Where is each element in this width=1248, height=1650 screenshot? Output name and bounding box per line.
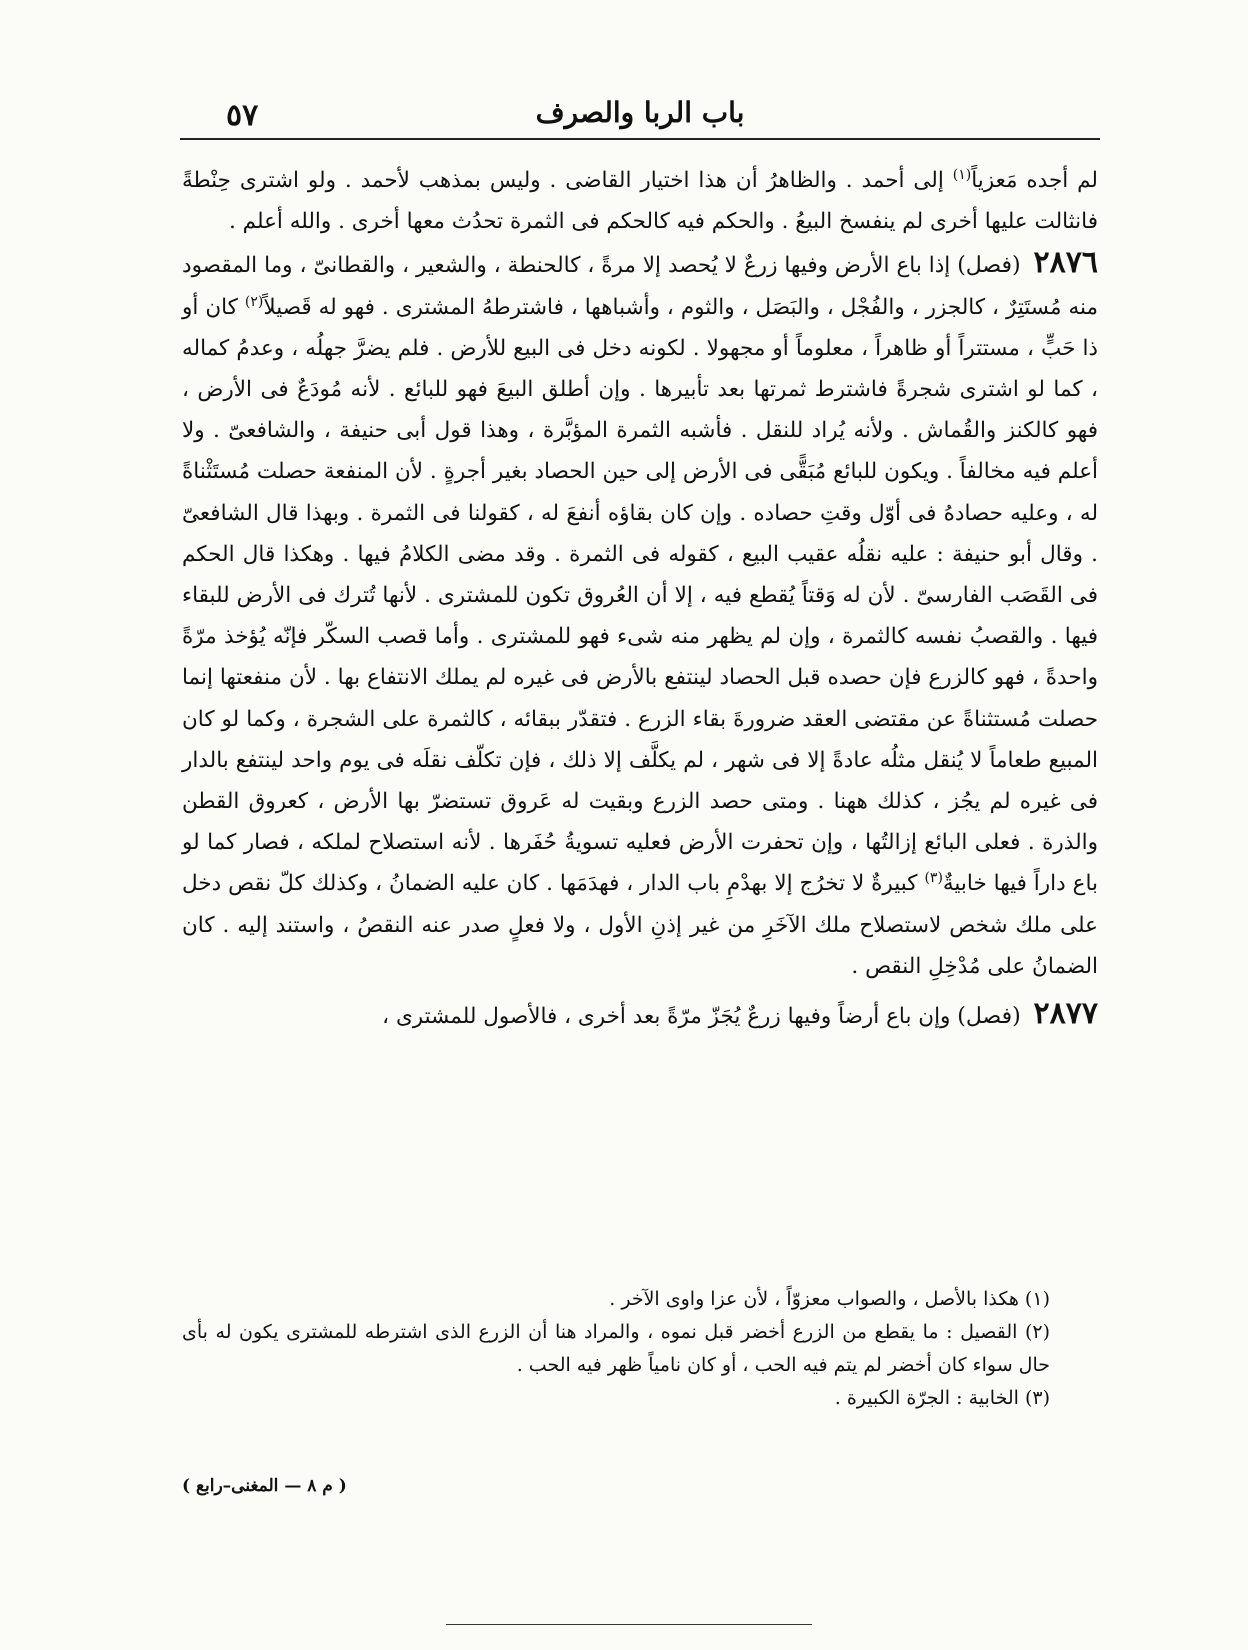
- section-number-2876: ٢٨٧٦: [1033, 245, 1098, 281]
- intro-text-b: إلى أحمد . والظاهرُ أن هذا اختيار القاضى . وليس بمذهب لأحمد . ولو اشترى حِنْطةً فانثالت عليها أخرى لم ينفسخ البيعُ . والحكم فيه كالحكم فى الثمرة تحدُث معها أخرى . والله أعلم .: [182, 168, 1098, 235]
- footnote-ref-3: (٣): [924, 870, 943, 887]
- footnote-ref-2: (٢): [244, 293, 264, 310]
- bottom-rule: [446, 1624, 812, 1625]
- intro-text-a: لم أجده مَعزياً: [971, 168, 1098, 193]
- section-2876-text-c: كبيرةٌ لا تخرُج إلا بهدْمِ باب الدار ، فهدَمَها . كان عليه الضمانُ ، وكذلك كلّ نقص دخل على ملك شخص لاستصلاح ملك الآخَرِ من غير إذنِ الأول ، ولا فعلٍ صدر عنه النقصُ ، واستند إليه . كان الضمانُ على مُدْخِلِ النقص .: [182, 871, 1098, 979]
- section-2876-paragraph: [182, 242, 1098, 987]
- intro-paragraph: [182, 160, 1098, 242]
- section-label-2877: (فصل): [957, 1004, 1021, 1030]
- footnote-1: (١) هكذا بالأصل ، والصواب معزوّاً ، لأن عزا واوى الآخر .: [609, 1288, 1050, 1310]
- footnote-3: (٣) الخابية : الجرّة الكبيرة .: [834, 1387, 1050, 1409]
- section-2876-text-b: كان أو ذا حَبٍّ ، مستتراً أو ظاهراً ، معلوماً أو مجهولا . لكونه دخل فى البيع للأرض . فلم يضرَّ جهلُه ، وعدمُ كماله ، كما لو اشترى شجرةً فاشترط ثمرتها بعد تأبيرها . وإن أطلق البيعَ فهو للبائع . لأنه مُودَعٌ فى الأرض ، فهو كالكنز والقُماش . ولأنه يُراد للنقل . فأشبه الثمرة المؤبَّرة ، وهذا قول أبى حنيفة ، والشافعىّ . ولا أعلم فيه مخالفاً . ويكون للبائع مُبَقًّى فى الأرض إلى حين الحصاد بغير أجرةٍ . لأن المنفعة حصلت مُستَثْناةً له ، وعليه حصادهُ فى أوّل وقتِ حصاده . وإن كان بقاؤه أنفعَ له ، كقولنا فى الثمرة . وبهذا قال الشافعىّ . وقال أبو حنيفة : عليه نقلُه عقيب البيع ، كقوله فى الثمرة . وقد مضى الكلامُ فيها . وهكذا قال الحكم فى القَصَب الفارسىّ . لأن له وَقتاً يُقطع فيه ، إلا أن العُروق تكون للمشترى . لأنها تُترك فى الأرض للبقاء فيها . والقصبُ نفسه كالثمرة ، وإن لم يظهر منه شىء فهو للمشترى . وأما قصب السكّر فإنّه يُؤخذ مرّةً واحدةً ، فهو كالزرع فإن حصده قبل الحصاد لينتفع بالأرض فى غيره لم يملك الانتفاع بها . لأن منفعتها إنما حصلت مُستثناةً عن مقتضى العقد ضرورةَ بقاء الزرع . فتقدّر ببقائه ، كالثمرة على الشجرة ، وكما لو كان المبيع طعاماً لا يُنقل مثلُه عادةً إلا فى شهر ، لم يكلَّف إلا ذلك ، فإن تكلّف نقلَه فى يوم واحد لينتفع بالدار فى غيره لم يجُز ، كذلك ههنا . ومتى حصد الزرع وبقيت له عَروق تستضرّ بها الأرض ، كعروق القطن والذرة . فعلى البائع إزالتُها ، وإن تحفرت الأرض فعليه تسويةُ حُفَرها . لأنه استصلاح لملكه ، فصار كما لو باع داراً فيها خابيةٌ: [182, 294, 1098, 897]
- page-number: ٥٧: [226, 98, 259, 133]
- section-2877-text: وإن باع أرضاً وفيها زرعٌ يُجَزّ مرّةً بعد أخرى ، فالأصول للمشترى ،: [382, 1004, 951, 1030]
- main-text: [182, 160, 1098, 1037]
- section-label-2876: (فصل): [957, 253, 1021, 279]
- section-2876-text-a: إذا باع الأرض وفيها زرعٌ لا يُحصد إلا مرةً ، كالحنطة ، والشعير ، والقطانىّ ، وما المقصود منه مُستَتِرٌ ، كالجزر ، والفُجْل ، والبَصَل ، والثوم ، وأشباهها ، فاشترطهُ المشترى . فهو له قَصيلاً: [182, 253, 1099, 320]
- section-number-2877: ٢٨٧٧: [1033, 996, 1098, 1032]
- running-title: باب الربا والصرف: [535, 96, 745, 129]
- footnote-ref-1: (١): [952, 166, 972, 183]
- page-header: [180, 96, 1100, 140]
- footnotes: [182, 1283, 1098, 1415]
- section-2877-paragraph: [182, 993, 1098, 1037]
- footnote-2: (٢) القصيل : ما يقطع من الزرع أخضر قبل نموه ، والمراد هنا أن الزرع الذى اشترطه للمشترى يكون له بأى حال سواء كان أخضر لم يتم فيه الحب ، أو كان نامياً ظهر فيه الحب .: [182, 1321, 1050, 1376]
- printer-signature: ( م ٨ — المغنى–رابع ): [182, 1476, 347, 1496]
